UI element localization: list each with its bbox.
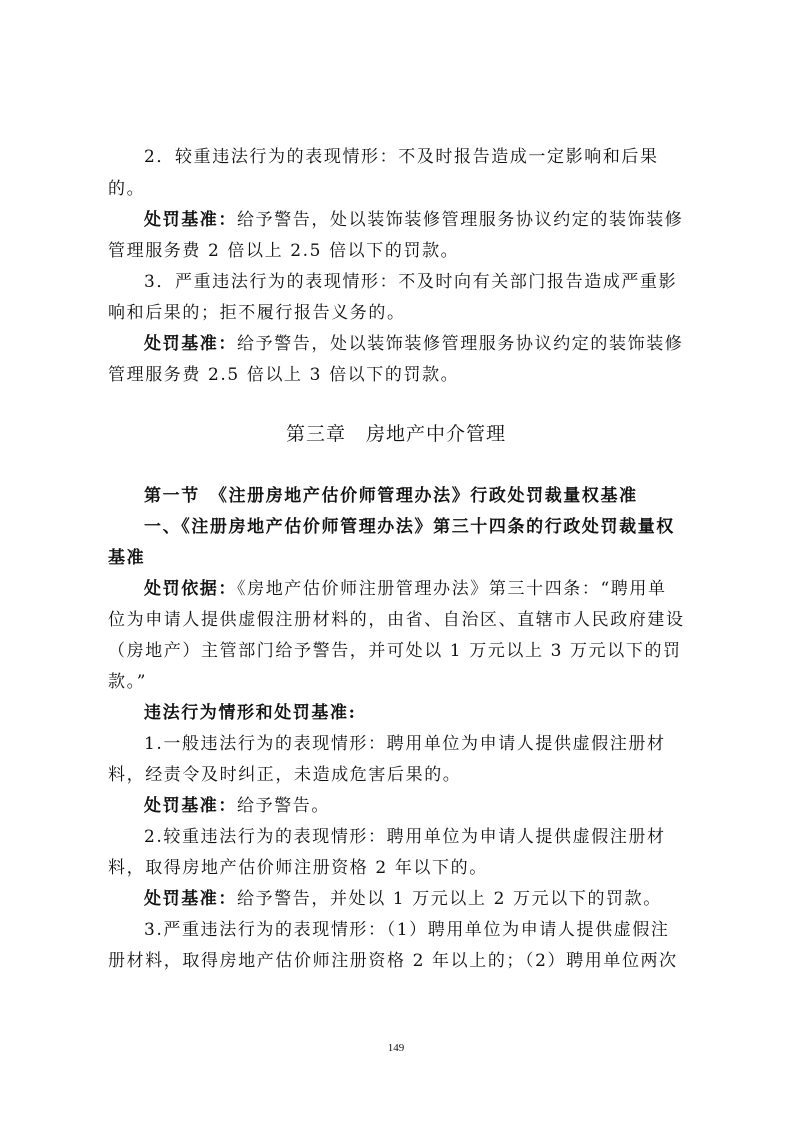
penalty-standard-text: 给予警告，处以装饰装修管理服务协议约定的装饰装修 — [237, 210, 684, 230]
penalty-standard-label: 处罚基准： — [144, 334, 237, 354]
criteria-heading: 违法行为情形和处罚基准: — [144, 703, 357, 723]
penalty-standard-label: 处罚基准： — [144, 210, 237, 230]
paragraph-line: 的。 — [108, 179, 146, 199]
penalty-basis-line — [144, 578, 688, 600]
penalty-basis-label: 处罚依据： — [144, 579, 237, 599]
penalty-standard-text: 给予警告，并处以 1 万元以上 2 万元以下的罚款。 — [237, 889, 662, 909]
page-number: 149 — [387, 1042, 405, 1054]
paragraph-line: 3．严重违法行为的表现情形：不及时向有关部门报告造成严重影 — [144, 272, 678, 292]
paragraph-line: 管理服务费 2 倍以上 2.5 倍以下的罚款。 — [108, 241, 460, 261]
penalty-standard-label: 处罚基准： — [144, 796, 237, 816]
paragraph-line: 2．较重违法行为的表现情形：不及时报告造成一定影响和后果 — [144, 147, 659, 167]
penalty-standard-line — [144, 888, 688, 910]
paragraph-line: 2.较重违法行为的表现情形：聘用单位为申请人提供虚假注册材 — [144, 827, 666, 847]
chapter-title: 第三章 房地产中介管理 — [285, 423, 506, 445]
paragraph-line: 料，取得房地产估价师注册资格 2 年以下的。 — [108, 858, 488, 878]
paragraph-line: 料，经责令及时纠正，未造成危害后果的。 — [108, 765, 462, 785]
penalty-standard-label: 处罚基准： — [144, 889, 237, 909]
paragraph-line: 管理服务费 2.5 倍以上 3 倍以下的罚款。 — [108, 365, 460, 385]
subsection-title: 一、《注册房地产估价师管理办法》第三十四条的行政处罚裁量权 — [144, 517, 675, 537]
paragraph-line: 位为申请人提供虚假注册材料的，由省、自治区、直辖市人民政府建设 — [108, 610, 685, 630]
paragraph-line: 响和后果的；拒不履行报告义务的。 — [108, 303, 406, 323]
penalty-standard-line — [144, 795, 688, 817]
section-title: 第一节 《注册房地产估价师管理办法》行政处罚裁量权基准 — [144, 486, 638, 506]
paragraph-line: 3.严重违法行为的表现情形：（1）聘用单位为申请人提供虚假注 — [144, 920, 670, 940]
penalty-standard-line — [144, 333, 688, 355]
penalty-standard-text: 给予警告。 — [237, 796, 330, 816]
subsection-title-continued: 基准 — [108, 548, 146, 568]
paragraph-line: 1.一般违法行为的表现情形：聘用单位为申请人提供虚假注册材 — [144, 734, 666, 754]
penalty-standard-line — [144, 209, 688, 231]
penalty-standard-text: 给予警告，处以装饰装修管理服务协议约定的装饰装修 — [237, 334, 684, 354]
penalty-basis-text: 《房地产估价师注册管理办法》第三十四条：“聘用单 — [237, 579, 667, 599]
paragraph-line: （房地产）主管部门给予警告，并可处以 1 万元以上 3 万元以下的罚 — [108, 641, 682, 661]
paragraph-line: 款。” — [108, 672, 147, 692]
paragraph-line: 册材料，取得房地产估价师注册资格 2 年以上的；（2）聘用单位两次 — [108, 951, 678, 971]
